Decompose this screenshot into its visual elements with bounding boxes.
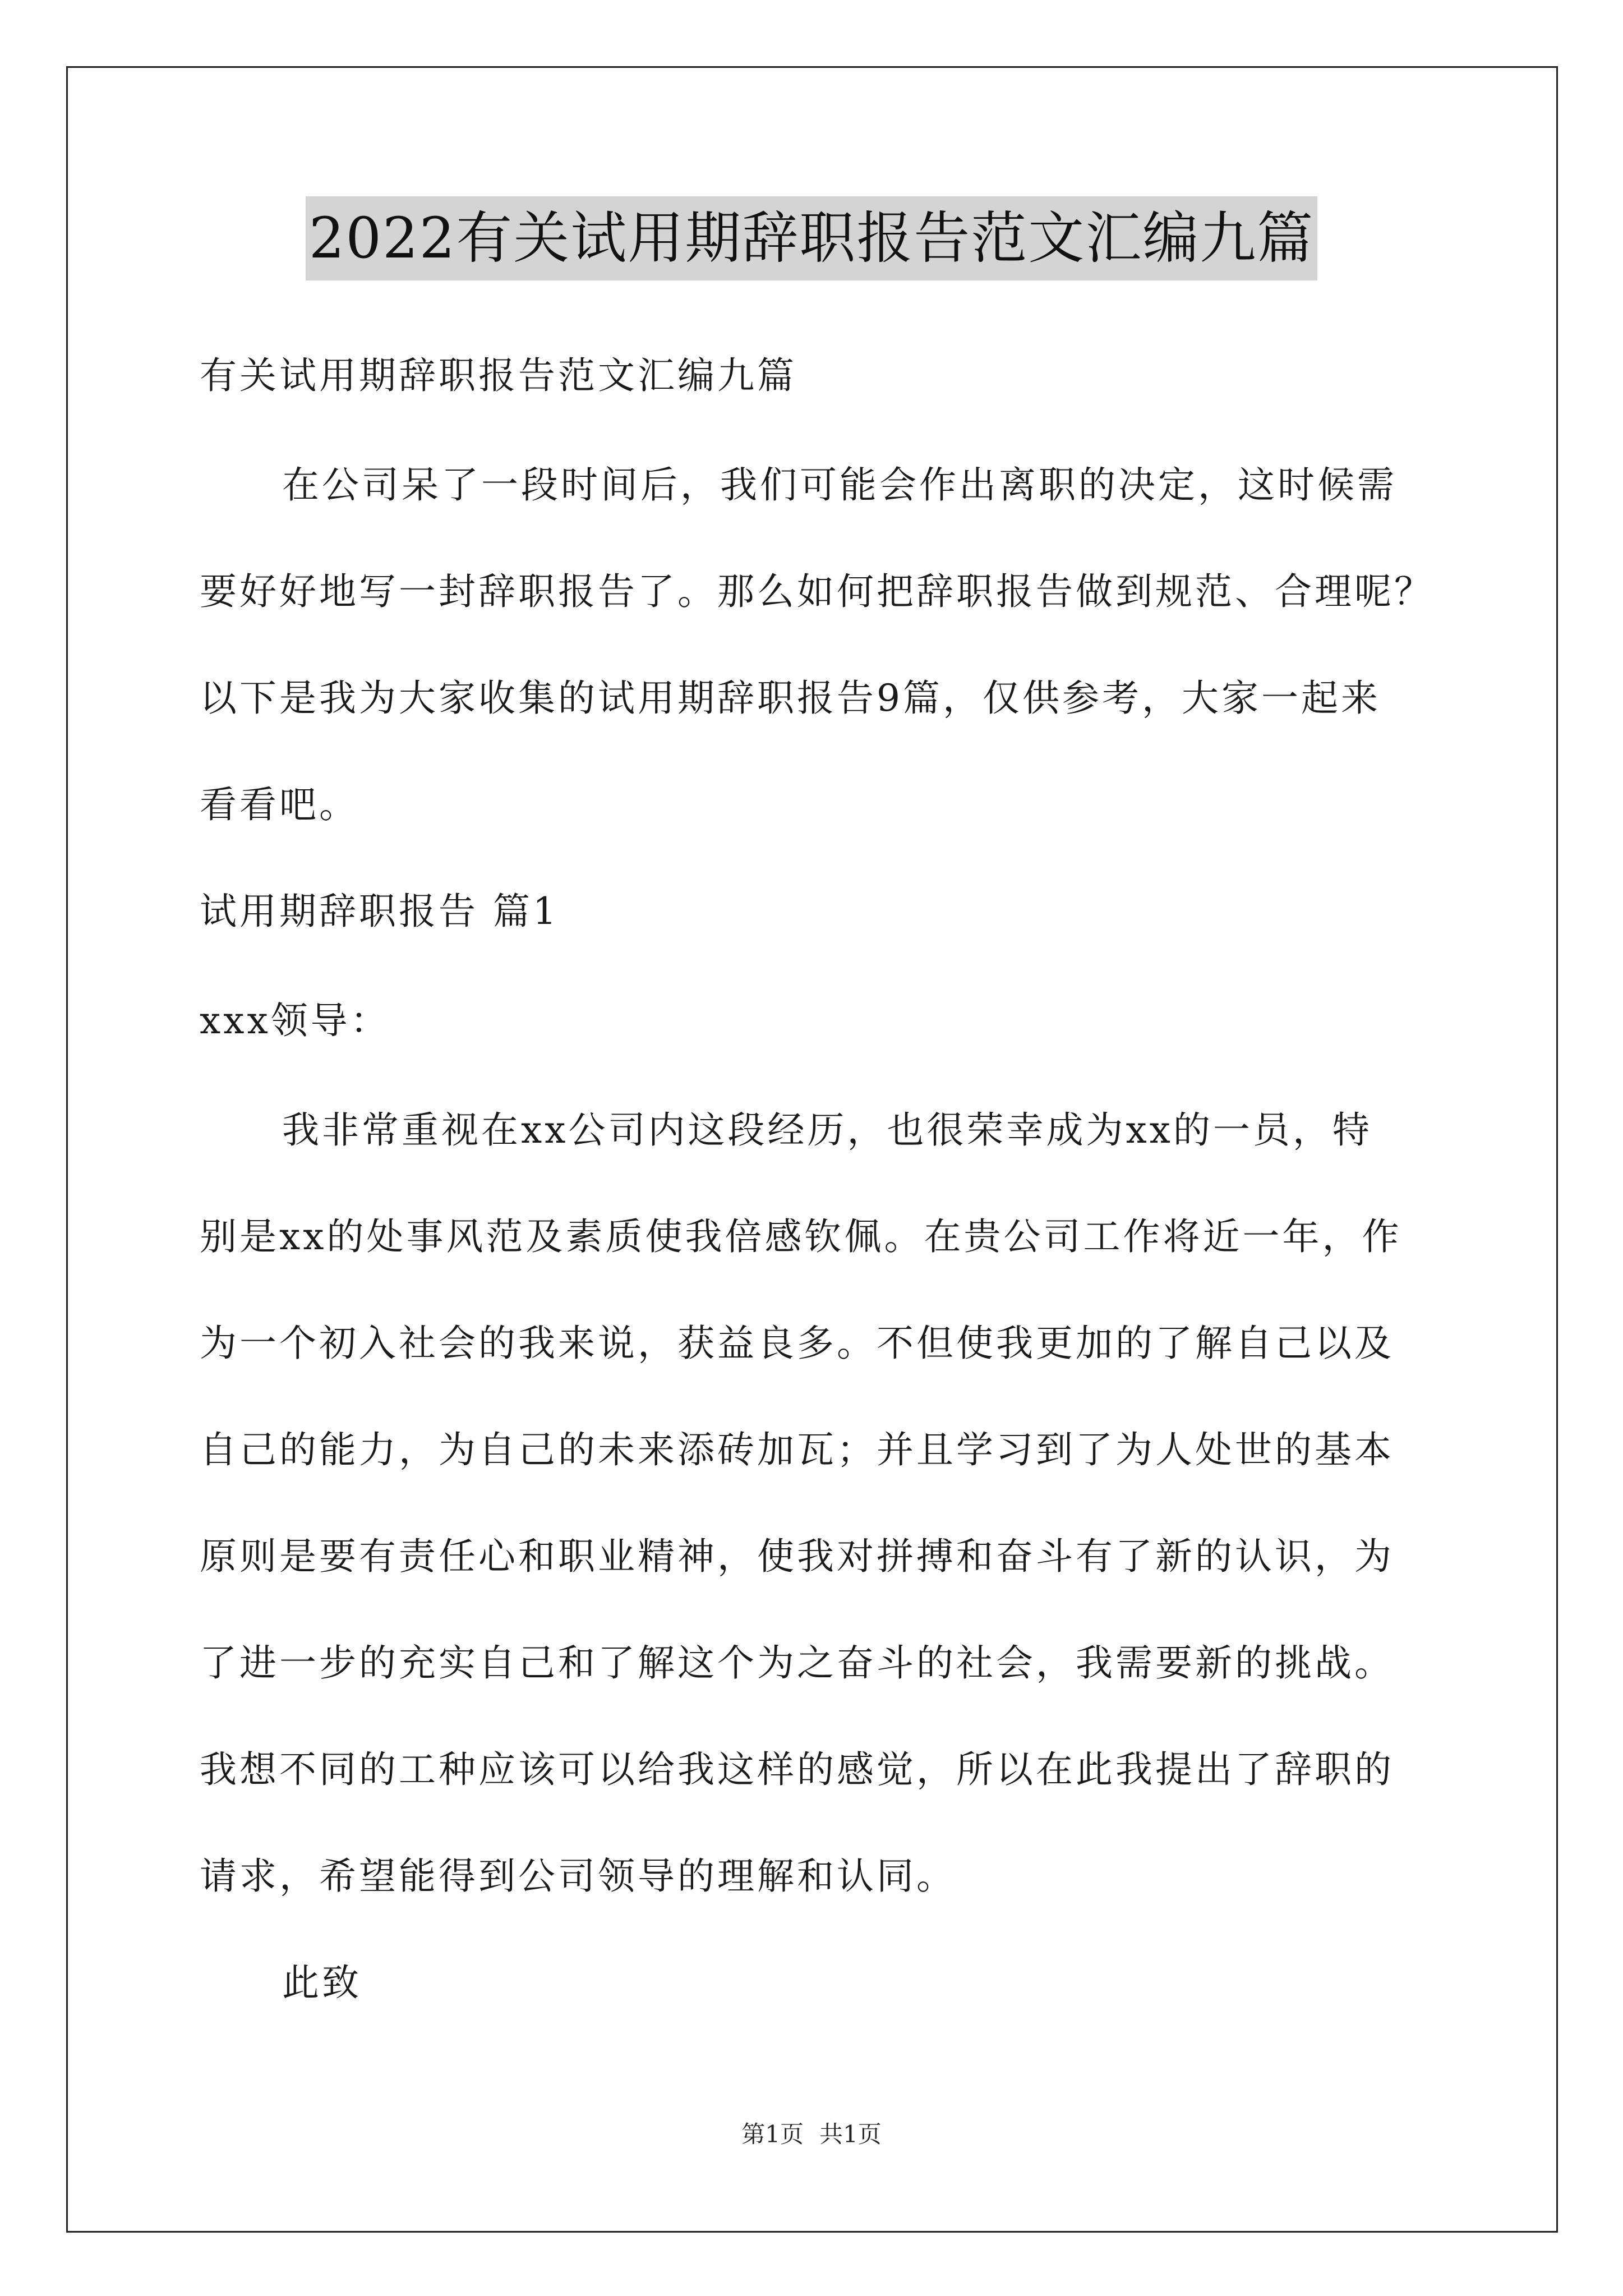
body-line: 别是xx的处事风范及素质使我倍感钦佩。在贵公司工作将近一年，作 (200, 1215, 1402, 1258)
document-title: 2022有关试用期辞职报告范文汇编九篇 (306, 196, 1318, 280)
page-total: 共1页 (819, 2120, 882, 2148)
salutation: xxx领导： (200, 999, 390, 1042)
section-heading: 试用期辞职报告 篇1 (200, 890, 559, 933)
body-line: 为一个初入社会的我来说，获益良多。不但使我更加的了解自己以及 (200, 1322, 1394, 1365)
body-line: 原则是要有责任心和职业精神，使我对拼搏和奋斗有了新的认识，为 (200, 1535, 1394, 1578)
page-current: 第1页 (741, 2120, 804, 2148)
body-line: 我想不同的工种应该可以给我这样的感觉，所以在此我提出了辞职的 (200, 1748, 1394, 1791)
intro-line: 在公司呆了一段时间后，我们可能会作出离职的决定，这时候需 (282, 463, 1397, 507)
document-subtitle: 有关试用期辞职报告范文汇编九篇 (200, 354, 797, 397)
intro-line: 以下是我为大家收集的试用期辞职报告9篇，仅供参考，大家一起来 (200, 677, 1381, 720)
closing-text: 此致 (282, 1961, 362, 2004)
body-line: 请求，希望能得到公司领导的理解和认同。 (200, 1855, 956, 1898)
page-footer (0, 2118, 1623, 2151)
intro-line: 看看吧。 (200, 783, 359, 826)
body-line: 自己的能力，为自己的未来添砖加瓦；并且学习到了为人处世的基本 (200, 1428, 1394, 1471)
body-line: 我非常重视在xx公司内这段经历，也很荣幸成为xx的一员，特 (282, 1108, 1372, 1152)
title-container (0, 196, 1623, 280)
body-line: 了进一步的充实自己和了解这个为之奋斗的社会，我需要新的挑战。 (200, 1641, 1394, 1685)
intro-line: 要好好地写一封辞职报告了。那么如何把辞职报告做到规范、合理呢？ (200, 570, 1434, 613)
